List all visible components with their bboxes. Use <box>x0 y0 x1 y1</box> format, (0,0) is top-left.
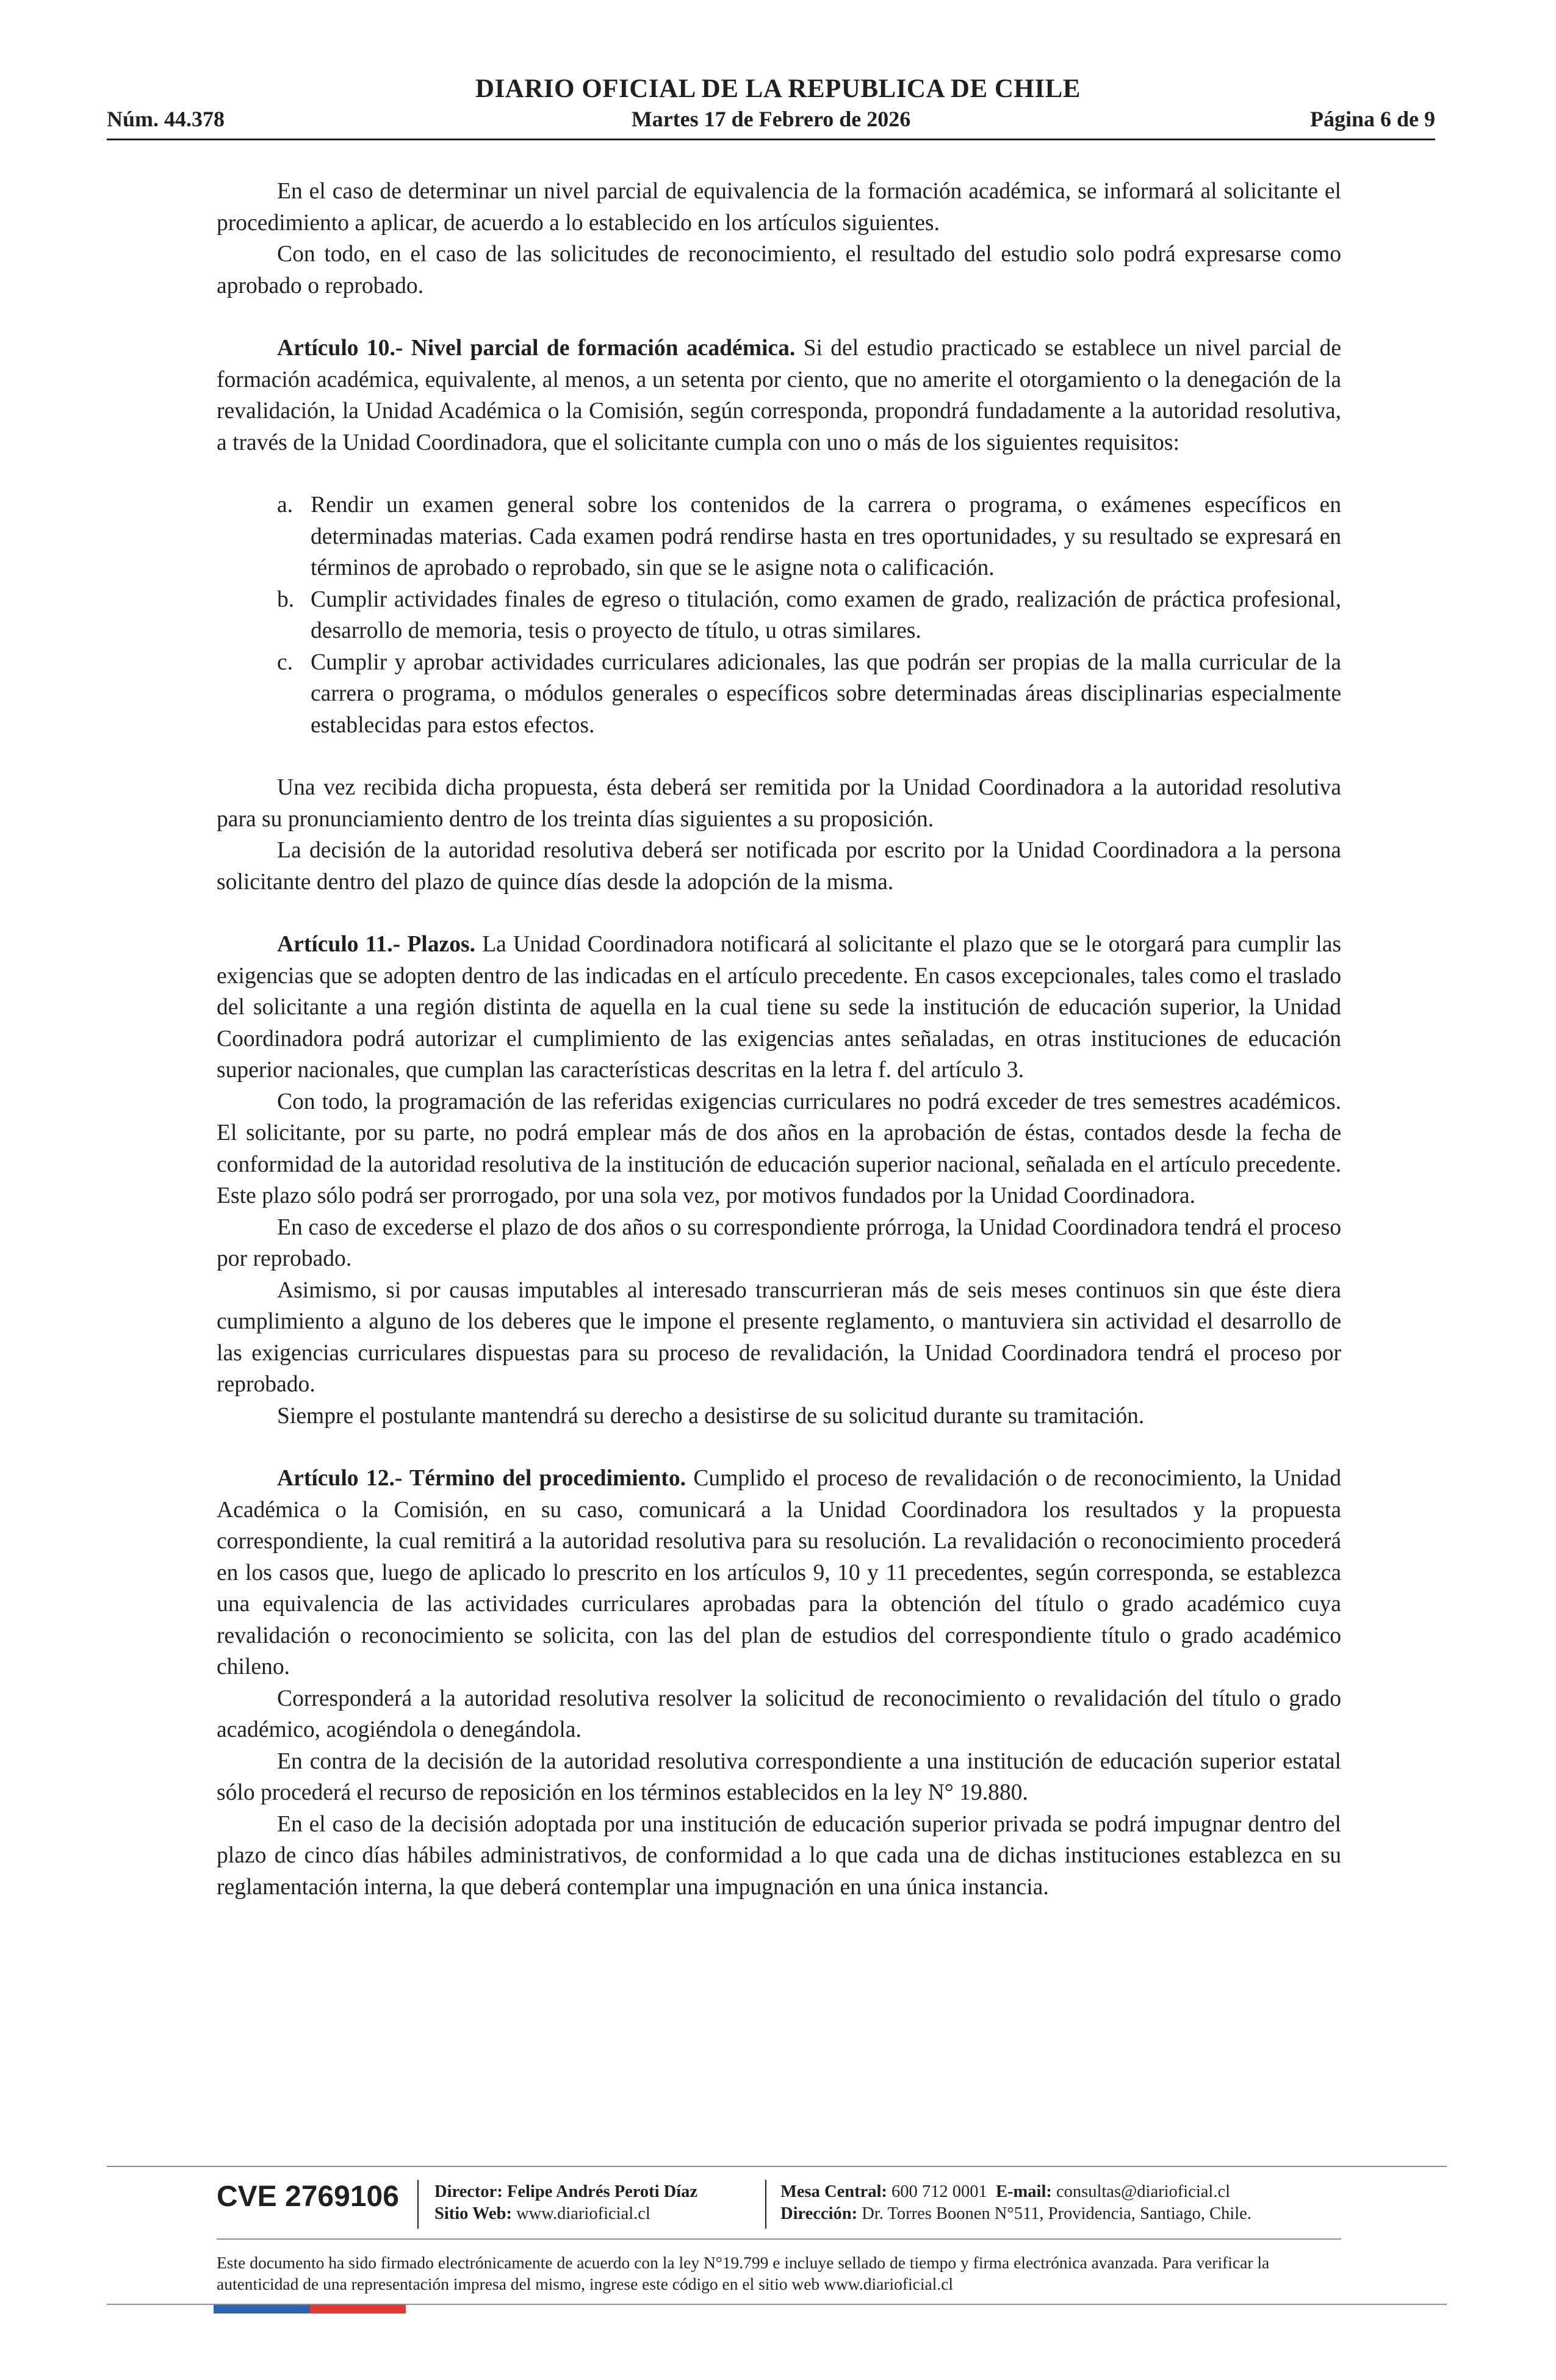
paragraph: Con todo, la programación de las referidas exigencias curriculares no podrá exceder de tres semestres académicos. El solicitante, por su parte, no podrá emplear más de dos años en la aprobación de éstas, contados desde la fecha de conformidad de la autoridad resolutiva de la institución de educación superior nacional, señalada en el artículo precedente. Este plazo sólo podrá ser prorrogado, por una sola vez, por motivos fundados por la Unidad Coordinadora. <box>217 1089 1341 1208</box>
spacer <box>217 741 1341 772</box>
publication-title: DIARIO OFICIAL DE LA REPUBLICA DE CHILE <box>475 74 1081 103</box>
flag-blue-segment <box>214 2305 310 2313</box>
footer-divider <box>217 2238 1341 2240</box>
article-heading: Artículo 11.- Plazos. <box>277 932 476 957</box>
list-marker: b. <box>277 586 295 612</box>
article-11 <box>217 929 1341 1086</box>
contact-block <box>780 2181 1252 2225</box>
document-body <box>217 176 1341 1903</box>
flag-stripe <box>214 2305 406 2313</box>
phone-value: 600 712 0001 <box>891 2182 987 2201</box>
director-block <box>434 2181 697 2225</box>
issue-number: Núm. 44.378 <box>107 107 225 131</box>
spacer <box>217 1432 1341 1463</box>
paragraph: Siempre el postulante mantendrá su derecho a desistirse de su solicitud durante su tramitación. <box>277 1403 1145 1429</box>
website-label: Sitio Web: <box>434 2204 512 2223</box>
spacer <box>217 301 1341 333</box>
email-label: E-mail: <box>996 2182 1052 2201</box>
paragraph: Asimismo, si por causas imputables al interesado transcurrieran más de seis meses continuos sin que éste diera cumplimiento a alguno de los deberes que le impone el presente reglamento, o mantuviera sin actividad el desarrollo de las exigencias curriculares dispuestas para su proceso de revalidación, la Unidad Coordinadora tendrá el proceso por reprobado. <box>217 1277 1341 1397</box>
requirements-list <box>217 489 1341 741</box>
address-label: Dirección: <box>780 2204 858 2223</box>
paragraph: En el caso de la decisión adoptada por una institución de educación superior privada se podrá impugnar dentro del plazo de cinco días hábiles administrativos, de conformidad a lo que cada una de dichas instituciones establezca en su reglamentación interna, la que deberá contemplar una impugnación en una única instancia. <box>217 1811 1341 1900</box>
issue-date: Martes 17 de Febrero de 2026 <box>631 107 911 131</box>
article-12 <box>217 1463 1341 1683</box>
address-value: Dr. Torres Boonen N°511, Providencia, Santiago, Chile. <box>862 2204 1252 2223</box>
article-heading: Artículo 10.- Nivel parcial de formación académica. <box>277 336 796 361</box>
director-label: Director: <box>434 2182 503 2201</box>
header-row <box>107 103 1435 135</box>
paragraph: En contra de la decisión de la autoridad resolutiva correspondiente a una institución de educación superior estatal sólo procederá el recurso de reposición en los términos establecidos en la ley N° 19.880. <box>217 1748 1341 1805</box>
page-indicator: Página 6 de 9 <box>1309 107 1435 131</box>
list-item-text: Cumplir y aprobar actividades curriculares adicionales, las que podrán ser propias de la malla curricular de la carrera o programa, o módulos generales o específicos sobre determinadas áreas disciplinarias especialmente establecidas para estos efectos. <box>311 649 1341 738</box>
list-item-text: Cumplir actividades finales de egreso o titulación, como examen de grado, realización de práctica profesional, desarrollo de memoria, tesis o proyecto de título, u otras similares. <box>311 586 1341 643</box>
paragraph: Corresponderá a la autoridad resolutiva resolver la solicitud de reconocimiento o revalidación del título o grado académico, acogiéndola o denegándola. <box>217 1686 1341 1742</box>
list-item <box>217 489 1341 584</box>
article-text: Si del estudio practicado se establece un nivel parcial de formación académica, equivalente, al menos, a un setenta por ciento, que no amerite el otorgamiento o la denegación de la revalidación, la Unidad Académica o la Comisión, según corresponda, propondrá fundadamente a la autoridad resolutiva, a través de la Unidad Coordinadora, que el solicitante cumpla con uno o más de los siguientes requisitos: <box>217 336 1342 455</box>
list-item <box>217 584 1341 647</box>
article-text: La Unidad Coordinadora notificará al solicitante el plazo que se le otorgará para cumplir las exigencias que se adopten dentro de las indicadas en el artículo precedente. En casos excepcionales, tales como el traslado del solicitante a una región distinta de aquella en la cual tiene su sede la institución de educación superior, la Unidad Coordinadora podrá autorizar el cumplimiento de las exigencias antes señaladas, en otras instituciones de educación superior nacionales, que cumplan las características descritas en la letra f. del artículo 3. <box>217 932 1341 1083</box>
footer-separator <box>765 2180 766 2229</box>
website-link[interactable]: www.diarioficial.cl <box>516 2204 650 2223</box>
paragraph: Con todo, en el caso de las solicitudes de reconocimiento, el resultado del estudio solo podrá expresarse como aprobado o reprobado. <box>217 242 1341 298</box>
article-text: Cumplido el proceso de revalidación o de reconocimiento, la Unidad Académica o la Comisión, en su caso, comunicará a la Unidad Coordinadora los resultados y la propuesta correspondiente, la cual remitirá a la autoridad resolutiva para su resolución. La revalidación o reconocimiento procederá en los casos que, luego de aplicado lo prescrito en los artículos 9, 10 y 11 precedentes, según corresponda, se establezca una equivalencia de las actividades curriculares aprobadas para la obtención del título o grado académico cuya revalidación o reconocimiento se solicita, con las del plan de estudios del correspondiente título o grado académico chileno. <box>217 1466 1341 1679</box>
spacer <box>217 458 1341 489</box>
director-name: Felipe Andrés Peroti Díaz <box>506 2182 698 2201</box>
paragraph: En caso de excederse el plazo de dos años o su correspondiente prórroga, la Unidad Coordinadora tendrá el proceso por reprobado. <box>217 1214 1341 1271</box>
flag-red-segment <box>310 2305 406 2313</box>
footer-divider <box>107 2166 1447 2167</box>
paragraph: Una vez recibida dicha propuesta, ésta deberá ser remitida por la Unidad Coordinadora a la autoridad resolutiva para su pronunciamiento dentro de los treinta días siguientes a su proposición. <box>217 775 1341 832</box>
list-item <box>217 647 1341 741</box>
paragraph: La decisión de la autoridad resolutiva deberá ser notificada por escrito por la Unidad Coordinadora a la persona solicitante dentro del plazo de quince días desde la adopción de la misma. <box>217 838 1341 895</box>
footer-separator <box>417 2180 419 2229</box>
cve-code: CVE 2769106 <box>217 2180 399 2213</box>
paragraph: En el caso de determinar un nivel parcial de equivalencia de la formación académica, se informará al solicitante el procedimiento a aplicar, de acuerdo a lo establecido en los artículos siguientes. <box>217 179 1341 236</box>
list-marker: a. <box>277 492 294 517</box>
email-link[interactable]: consultas@diarioficial.cl <box>1056 2182 1231 2201</box>
header-divider <box>107 139 1435 140</box>
article-10 <box>217 333 1341 458</box>
article-heading: Artículo 12.- Término del procedimiento. <box>277 1466 686 1491</box>
list-marker: c. <box>277 649 294 675</box>
phone-label: Mesa Central: <box>780 2182 887 2201</box>
legal-notice: Este documento ha sido firmado electrónicamente de acuerdo con la ley N°19.799 e incluye sellado de tiempo y firma electrónica avanzada. Para verificar la autenticidad de una representación impresa del mismo, ingrese este código en el sitio web www.diarioficial.cl <box>217 2253 1270 2293</box>
spacer <box>217 898 1341 929</box>
list-item-text: Rendir un examen general sobre los contenidos de la carrera o programa, o exámenes específicos en determinadas materias. Cada examen podrá rendirse hasta en tres oportunidades, y su resultado se expresará en términos de aprobado o reprobado, sin que se le asigne nota o calificación. <box>311 492 1341 580</box>
